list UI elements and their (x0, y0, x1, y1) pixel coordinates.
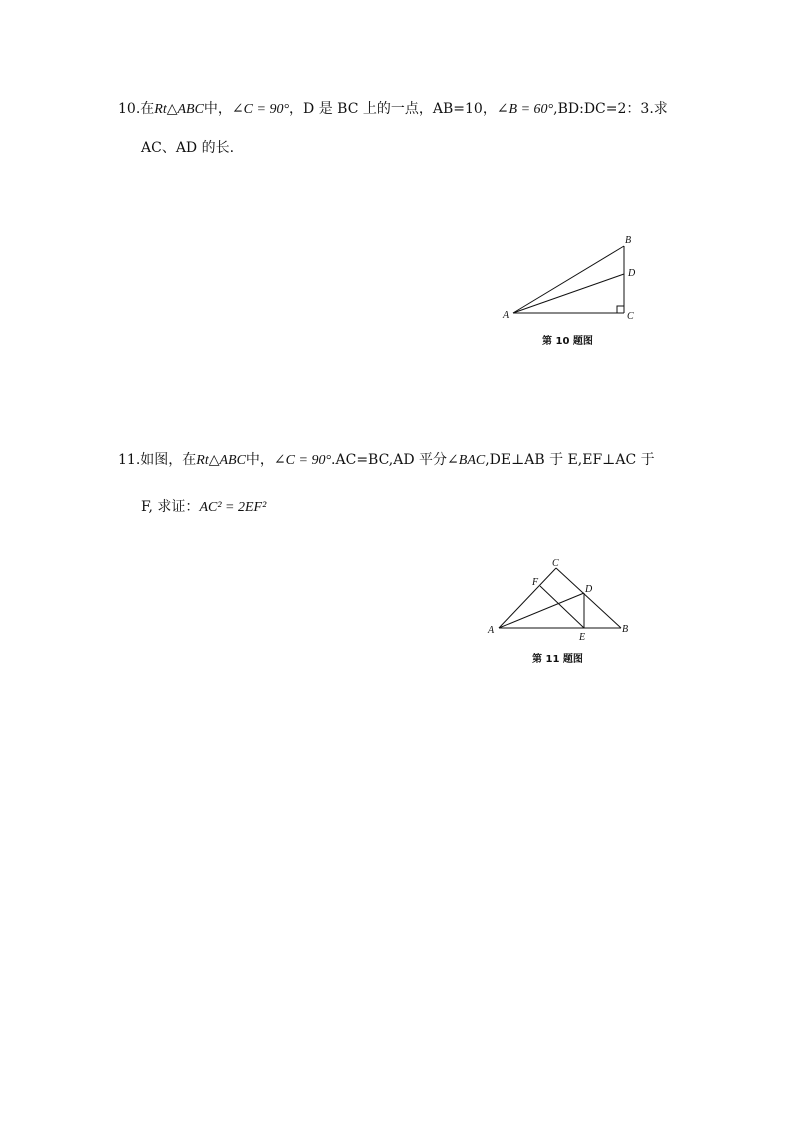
problem-10-ratio: ,BD:DC=2：3.求 (553, 101, 668, 117)
problem-10-line-1 (118, 100, 668, 119)
problem-11-prove-prefix: F, 求证： (141, 499, 200, 515)
point-label-c: C (552, 558, 559, 569)
problem-11-prove-formula: AC² = 2EF² (199, 500, 267, 515)
segment-ad (513, 274, 624, 313)
problem-11-mid-word: 中， (245, 452, 274, 468)
segment-ef (540, 586, 584, 628)
problem-11-angle-c: ∠C = 90° (273, 453, 332, 468)
problem-11-line-2 (141, 498, 266, 517)
problem-10-angle-b: ∠B = 60° (496, 102, 554, 117)
point-label-d: D (628, 268, 636, 279)
problem-11-perp: ,DE⊥AB 于 E,EF⊥AC 于 (485, 452, 655, 468)
point-label-f: F (532, 577, 539, 588)
problem-10-in-word: 在 (140, 101, 155, 117)
problem-11-triangle: Rt△ABC (196, 453, 246, 468)
right-angle-mark (617, 306, 624, 313)
problem-10-angle-c: ∠C = 90° (231, 102, 290, 117)
problem-10-caption: 第 10 题图 (542, 336, 593, 347)
problem-11-angle-bac: ∠BAC (447, 453, 486, 468)
problem-11-line-1 (118, 451, 655, 470)
segment-ad (499, 593, 584, 628)
point-label-a: A (488, 625, 495, 636)
problem-11-caption: 第 11 题图 (532, 654, 583, 665)
problem-10-number: 10. (118, 101, 141, 117)
problem-11-intro: 如图，在 (140, 452, 197, 468)
segment-ac (499, 568, 556, 628)
point-label-b: B (622, 624, 629, 635)
point-label-e: E (579, 632, 586, 643)
problem-10-condition-d: ，D 是 BC 上的一点，AB=10， (289, 101, 497, 117)
problem-10-mid-word: 中， (203, 101, 232, 117)
problem-11-number: 11. (118, 452, 141, 468)
problem-11-conditions: .AC=BC,AD 平分 (331, 452, 448, 468)
point-label-c: C (627, 311, 634, 322)
point-label-d: D (585, 584, 593, 595)
segment-cb (556, 568, 621, 628)
segment-ab (513, 246, 624, 313)
problem-10-triangle: Rt△ABC (154, 102, 204, 117)
problem-10-question: AC、AD 的长. (141, 140, 235, 156)
point-label-a: A (503, 310, 510, 321)
point-label-b: B (625, 235, 632, 246)
